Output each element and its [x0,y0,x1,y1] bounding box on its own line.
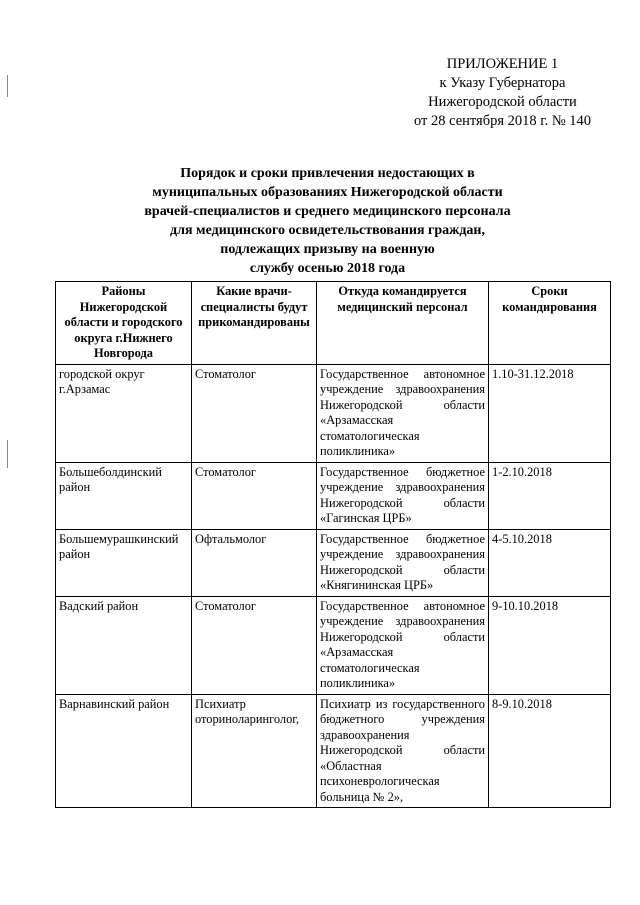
cell-district: городской округ г.Арзамас [56,364,192,462]
header-dates: Сроки командирования [489,282,611,365]
appendix-date: от 28 сентября 2018 г. № 140 [413,113,592,129]
appendix-label: ПРИЛОЖЕНИЕ 1 [446,56,559,72]
document-title [120,164,535,278]
cell-district: Большемурашкинский район [56,529,192,596]
cell-origin: Государственное бюджетное учреждение здравоохранения Нижегородской области «Гагинская ЦРБ» [317,462,489,529]
appendix-decree: к Указу Губернатора [439,75,566,91]
cell-specialist: Стоматолог [192,364,317,462]
table-row [56,596,611,694]
cell-origin: Государственное автономное учреждение здравоохранения Нижегородской области «Арзамасская стоматологическая поликлиника» [317,596,489,694]
cell-specialist: Стоматолог [192,462,317,529]
cell-dates: 1.10-31.12.2018 [489,364,611,462]
cell-origin: Психиатр из государственного бюджетного учреждения здравоохранения Нижегородской области «Областная психоневрологическая больница № 2», [317,694,489,808]
assignment-table [55,281,611,808]
table-row [56,462,611,529]
cell-specialist: Стоматолог [192,596,317,694]
cell-origin: Государственное бюджетное учреждение здравоохранения Нижегородской области «Княгининская ЦРБ» [317,529,489,596]
table-row [56,364,611,462]
cell-district: Большеболдинский район [56,462,192,529]
table-row [56,529,611,596]
cell-origin: Государственное автономное учреждение здравоохранения Нижегородской области «Арзамасская стоматологическая поликлиника» [317,364,489,462]
cell-dates: 9-10.10.2018 [489,596,611,694]
cell-dates: 4-5.10.2018 [489,529,611,596]
title-line: муниципальных образованиях Нижегородской области [152,185,503,200]
appendix-region: Нижегородской области [428,94,577,110]
margin-mark [7,440,8,468]
title-line: Порядок и сроки привлечения недостающих в [180,166,475,181]
title-line: врачей-специалистов и среднего медицинского персонала [144,204,511,219]
cell-specialist: Психиатр оториноларинголог, [192,694,317,808]
header-specialists: Какие врачи-специалисты будут прикомандированы [192,282,317,365]
title-line: службу осенью 2018 года [249,261,406,276]
header-districts: Районы Нижегородской области и городского округа г.Нижнего Новгорода [56,282,192,365]
cell-district: Вадский район [56,596,192,694]
table-row [56,694,611,808]
table-header-row [56,282,611,365]
margin-mark [7,75,8,97]
cell-dates: 1-2.10.2018 [489,462,611,529]
cell-district: Варнавинский район [56,694,192,808]
cell-specialist: Офтальмолог [192,529,317,596]
appendix-header [395,55,610,131]
title-line: подлежащих призыву на военную [220,242,435,257]
cell-dates: 8-9.10.2018 [489,694,611,808]
header-origin: Откуда командируется медицинский персонал [317,282,489,365]
title-line: для медицинского освидетельствования граждан, [170,223,485,238]
